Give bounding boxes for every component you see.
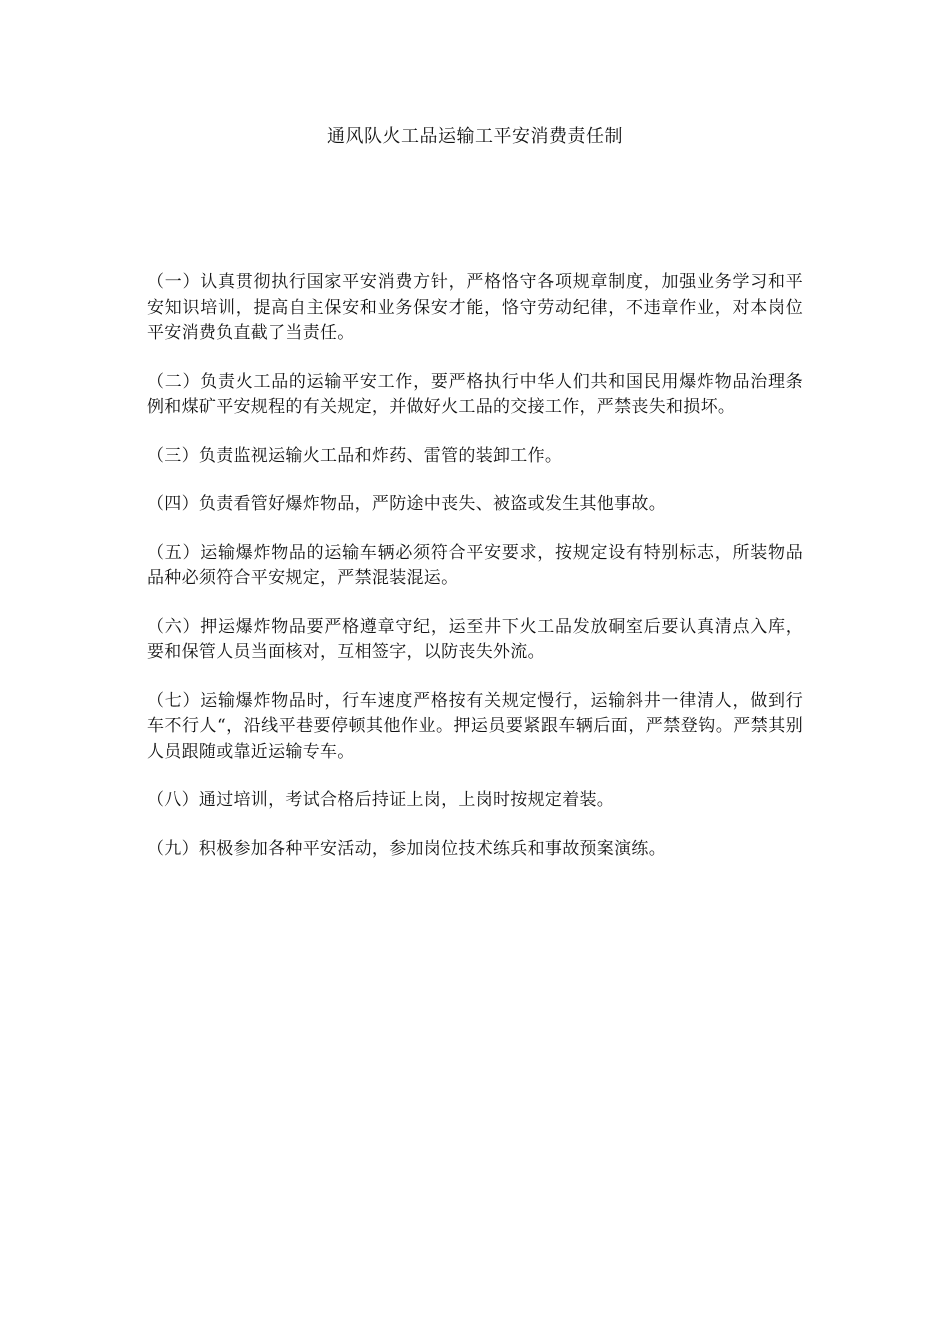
paragraph-6: （六）押运爆炸物品要严格遵章守纪，运至井下火工品发放硐室后要认真清点入库，要和保管人员当面核对，互相签字，以防丧失外流。 bbox=[147, 616, 803, 662]
paragraph-4: （四）负责看管好爆炸物品，严防途中丧失、被盗或发生其他事故。 bbox=[147, 494, 666, 514]
paragraph-2: （二）负责火工品的运输平安工作，要严格执行中华人们共和国民用爆炸物品治理条例和煤矿平安规程的有关规定，并做好火工品的交接工作，严禁丧失和损坏。 bbox=[147, 371, 803, 417]
document-body bbox=[147, 270, 803, 885]
paragraph-9: （九）积极参加各种平安活动，参加岗位技术练兵和事故预案演练。 bbox=[147, 838, 666, 859]
paragraph-8: （八）通过培训，考试合格后持证上岗，上岗时按规定着装。 bbox=[147, 790, 615, 810]
paragraph-7: （七）运输爆炸物品时，行车速度严格按有关规定慢行，运输斜井一律清人，做到行车不行人“，沿线平巷要停顿其他作业。押运员要紧跟车辆后面，严禁登钩。严禁其别人员跟随或靠近运输专车。 bbox=[147, 690, 803, 762]
paragraph-1: （一）认真贯彻执行国家平安消费方针，严格恪守各项规章制度，加强业务学习和平安知识培训，提高自主保安和业务保安才能，恪守劳动纪律，不违章作业，对本岗位平安消费负直截了当责任。 bbox=[147, 272, 803, 343]
paragraph-5: （五）运输爆炸物品的运输车辆必须符合平安要求，按规定设有特别标志，所装物品品种必须符合平安规定，严禁混装混运。 bbox=[147, 542, 803, 588]
document-title: 通风队火工品运输工平安消费责任制 bbox=[327, 126, 623, 147]
paragraph-3: （三）负责监视运输火工品和炸药、雷管的装卸工作。 bbox=[147, 445, 563, 466]
